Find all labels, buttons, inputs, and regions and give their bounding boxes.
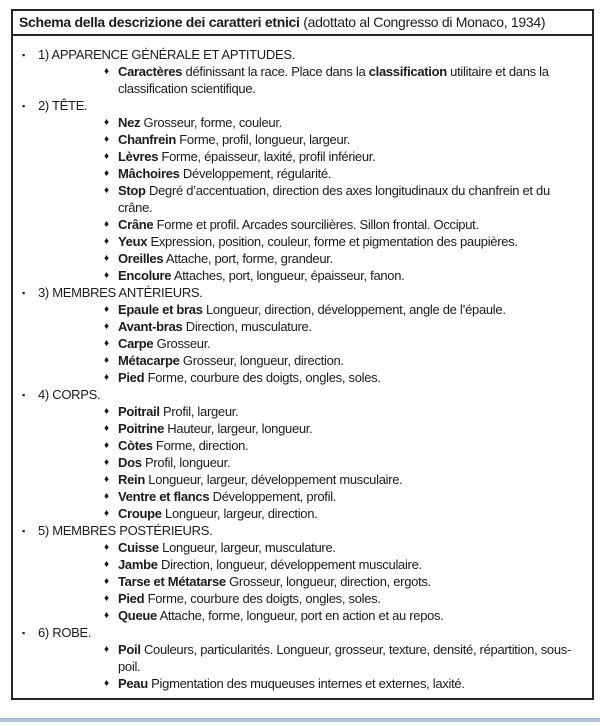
item-desc: Direction, musculature. [182, 319, 312, 334]
list-item [13, 301, 592, 318]
item-desc: Forme, courbure des doigts, ongles, soles. [144, 591, 381, 606]
diamond-bullet-icon: ♦ [104, 542, 110, 553]
item-term: Nez [118, 115, 141, 130]
diamond-bullet-icon: ♦ [104, 474, 110, 485]
item-term: Stop [118, 183, 146, 198]
item-term: Crâne [118, 217, 154, 232]
diamond-bullet-icon: ♦ [104, 610, 110, 621]
list-item [13, 488, 592, 505]
item-term: Oreilles [118, 251, 164, 266]
list-item [13, 114, 592, 131]
item-desc: Pigmentation des muqueuses internes et externes, laxité. [147, 676, 465, 691]
item-term: Epaule et bras [118, 302, 203, 317]
list-item [13, 471, 592, 488]
item-term: Pied [118, 591, 145, 606]
section-heading [13, 97, 592, 114]
section-heading [13, 386, 592, 403]
item-term: Lèvres [118, 149, 159, 164]
diamond-bullet-icon: ♦ [104, 151, 110, 162]
diamond-bullet-icon: ♦ [104, 185, 110, 196]
diamond-bullet-icon: ♦ [104, 338, 110, 349]
item-term: Poitrine [118, 421, 164, 436]
diamond-bullet-icon: ♦ [104, 423, 110, 434]
list-item [13, 335, 592, 352]
item-desc: Grosseur, forme, couleur. [140, 115, 282, 130]
item-term: Métacarpe [118, 353, 180, 368]
item-desc: Développement, profil. [209, 489, 337, 504]
diamond-bullet-icon: ♦ [104, 219, 110, 230]
item-desc: Attaches, port, longueur, épaisseur, fanon. [171, 268, 405, 283]
item-desc: Profil, longueur. [141, 455, 231, 470]
item-desc: Grosseur, longueur, direction, ergots. [225, 574, 431, 589]
item-term: Cuisse [118, 540, 159, 555]
diamond-bullet-icon: ♦ [104, 168, 110, 179]
item-desc: Attache, forme, longueur, port en action et au repos. [156, 608, 444, 623]
item-term: Caractères [118, 64, 183, 79]
list-item [13, 233, 592, 250]
list-item [13, 182, 592, 216]
diamond-bullet-icon: ♦ [104, 304, 110, 315]
item-term: Poil [118, 642, 141, 657]
diamond-bullet-icon: ♦ [104, 117, 110, 128]
item-desc: Expression, position, couleur, forme et pigmentation des paupières. [147, 234, 518, 249]
list-item [13, 420, 592, 437]
item-desc: Profil, largeur. [159, 404, 239, 419]
ethnic-characters-list [13, 36, 592, 698]
diamond-bullet-icon: ♦ [104, 644, 110, 655]
square-bullet-icon: ▪ [22, 288, 26, 298]
diamond-bullet-icon: ♦ [104, 491, 110, 502]
section-heading-label: 5) MEMBRES POSTÉRIEURS. [38, 523, 213, 538]
list-item [13, 216, 592, 233]
item-term: Croupe [118, 506, 162, 521]
section-heading-label: 2) TÊTE. [38, 98, 88, 113]
list-item [13, 539, 592, 556]
item-desc: utilitaire et dans la classification scientifique. [118, 64, 549, 96]
item-term: Jambe [118, 557, 158, 572]
item-term: Còtes [118, 438, 153, 453]
schema-title [13, 11, 592, 36]
section-heading-label: 3) MEMBRES ANTÉRIEURS. [38, 285, 203, 300]
list-item [13, 165, 592, 182]
diamond-bullet-icon: ♦ [104, 508, 110, 519]
diamond-bullet-icon: ♦ [104, 372, 110, 383]
item-term: Tarse et Métatarse [118, 574, 226, 589]
section-heading-label: 1) APPARENCE GÉNÉRALE ET APTITUDES. [38, 47, 296, 62]
section-heading-label: 4) CORPS. [38, 387, 101, 402]
item-term: Ventre et flancs [118, 489, 210, 504]
item-desc: Longueur, largeur, direction. [161, 506, 318, 521]
item-term: Queue [118, 608, 157, 623]
list-item [13, 63, 592, 97]
list-item [13, 352, 592, 369]
diamond-bullet-icon: ♦ [104, 321, 110, 332]
section-heading [13, 46, 592, 63]
diamond-bullet-icon: ♦ [104, 678, 110, 689]
list-item [13, 437, 592, 454]
item-desc: Couleurs, particularités. Longueur, grosseur, texture, densité, répartition, sous-poil. [118, 642, 571, 674]
item-desc: Développement, régularité. [179, 166, 332, 181]
item-desc: Attache, port, forme, grandeur. [163, 251, 333, 266]
diamond-bullet-icon: ♦ [104, 66, 110, 77]
list-item [13, 403, 592, 420]
item-term: classification [368, 64, 447, 79]
schema-box [11, 9, 594, 700]
diamond-bullet-icon: ♦ [104, 440, 110, 451]
list-item [13, 590, 592, 607]
item-term: Yeux [118, 234, 148, 249]
schema-title-note: (adottato al Congresso di Monaco, 1934) [303, 14, 546, 30]
item-desc: Hauteur, largeur, longueur. [164, 421, 313, 436]
square-bullet-icon: ▪ [22, 390, 26, 400]
list-item [13, 573, 592, 590]
item-term: Chanfrein [118, 132, 176, 147]
diamond-bullet-icon: ♦ [104, 559, 110, 570]
item-desc: Forme et profil. Arcades sourcilières. Sillon frontal. Occiput. [153, 217, 479, 232]
diamond-bullet-icon: ♦ [104, 236, 110, 247]
diamond-bullet-icon: ♦ [104, 576, 110, 587]
item-term: Pied [118, 370, 145, 385]
item-desc: Forme, profil, longueur, largeur. [175, 132, 351, 147]
list-item [13, 556, 592, 573]
list-item [13, 267, 592, 284]
item-term: Avant-bras [118, 319, 183, 334]
diamond-bullet-icon: ♦ [104, 253, 110, 264]
list-item [13, 318, 592, 335]
diamond-bullet-icon: ♦ [104, 270, 110, 281]
item-term: Encolure [118, 268, 172, 283]
section-heading [13, 284, 592, 301]
list-item [13, 641, 592, 675]
list-item [13, 454, 592, 471]
list-item [13, 250, 592, 267]
schema-title-bold: Schema della descrizione dei caratteri etnici [19, 14, 300, 30]
bottom-separator-line [0, 718, 600, 722]
list-item [13, 607, 592, 624]
diamond-bullet-icon: ♦ [104, 134, 110, 145]
diamond-bullet-icon: ♦ [104, 593, 110, 604]
item-desc: Grosseur, longueur, direction. [179, 353, 344, 368]
item-desc: Degré d’accentuation, direction des axes longitudinaux du chanfrein et du crâne. [118, 183, 550, 215]
square-bullet-icon: ▪ [22, 50, 26, 60]
list-item [13, 148, 592, 165]
list-item [13, 505, 592, 522]
list-item [13, 369, 592, 386]
diamond-bullet-icon: ♦ [104, 457, 110, 468]
item-term: Rein [118, 472, 145, 487]
section-heading-label: 6) ROBE. [38, 625, 92, 640]
item-desc: Direction, longueur, développement musculaire. [157, 557, 422, 572]
item-term: Peau [118, 676, 148, 691]
item-desc: Forme, épaisseur, laxité, profil inférieur. [158, 149, 376, 164]
item-desc: Grosseur. [153, 336, 211, 351]
square-bullet-icon: ▪ [22, 628, 26, 638]
square-bullet-icon: ▪ [22, 526, 26, 536]
section-heading [13, 624, 592, 641]
item-desc: Longueur, largeur, développement musculaire. [144, 472, 403, 487]
diamond-bullet-icon: ♦ [104, 406, 110, 417]
item-term: Carpe [118, 336, 154, 351]
item-term: Dos [118, 455, 142, 470]
item-term: Poitrail [118, 404, 160, 419]
item-desc: Longueur, direction, développement, angle de l’épaule. [202, 302, 506, 317]
square-bullet-icon: ▪ [22, 101, 26, 111]
section-heading [13, 522, 592, 539]
diamond-bullet-icon: ♦ [104, 355, 110, 366]
list-item [13, 131, 592, 148]
item-desc: Longueur, largeur, musculature. [158, 540, 336, 555]
item-desc: Forme, direction. [152, 438, 249, 453]
list-item [13, 675, 592, 692]
item-desc: définissant la race. Place dans la [182, 64, 369, 79]
item-desc: Forme, courbure des doigts, ongles, soles. [144, 370, 381, 385]
item-term: Mâchoires [118, 166, 180, 181]
